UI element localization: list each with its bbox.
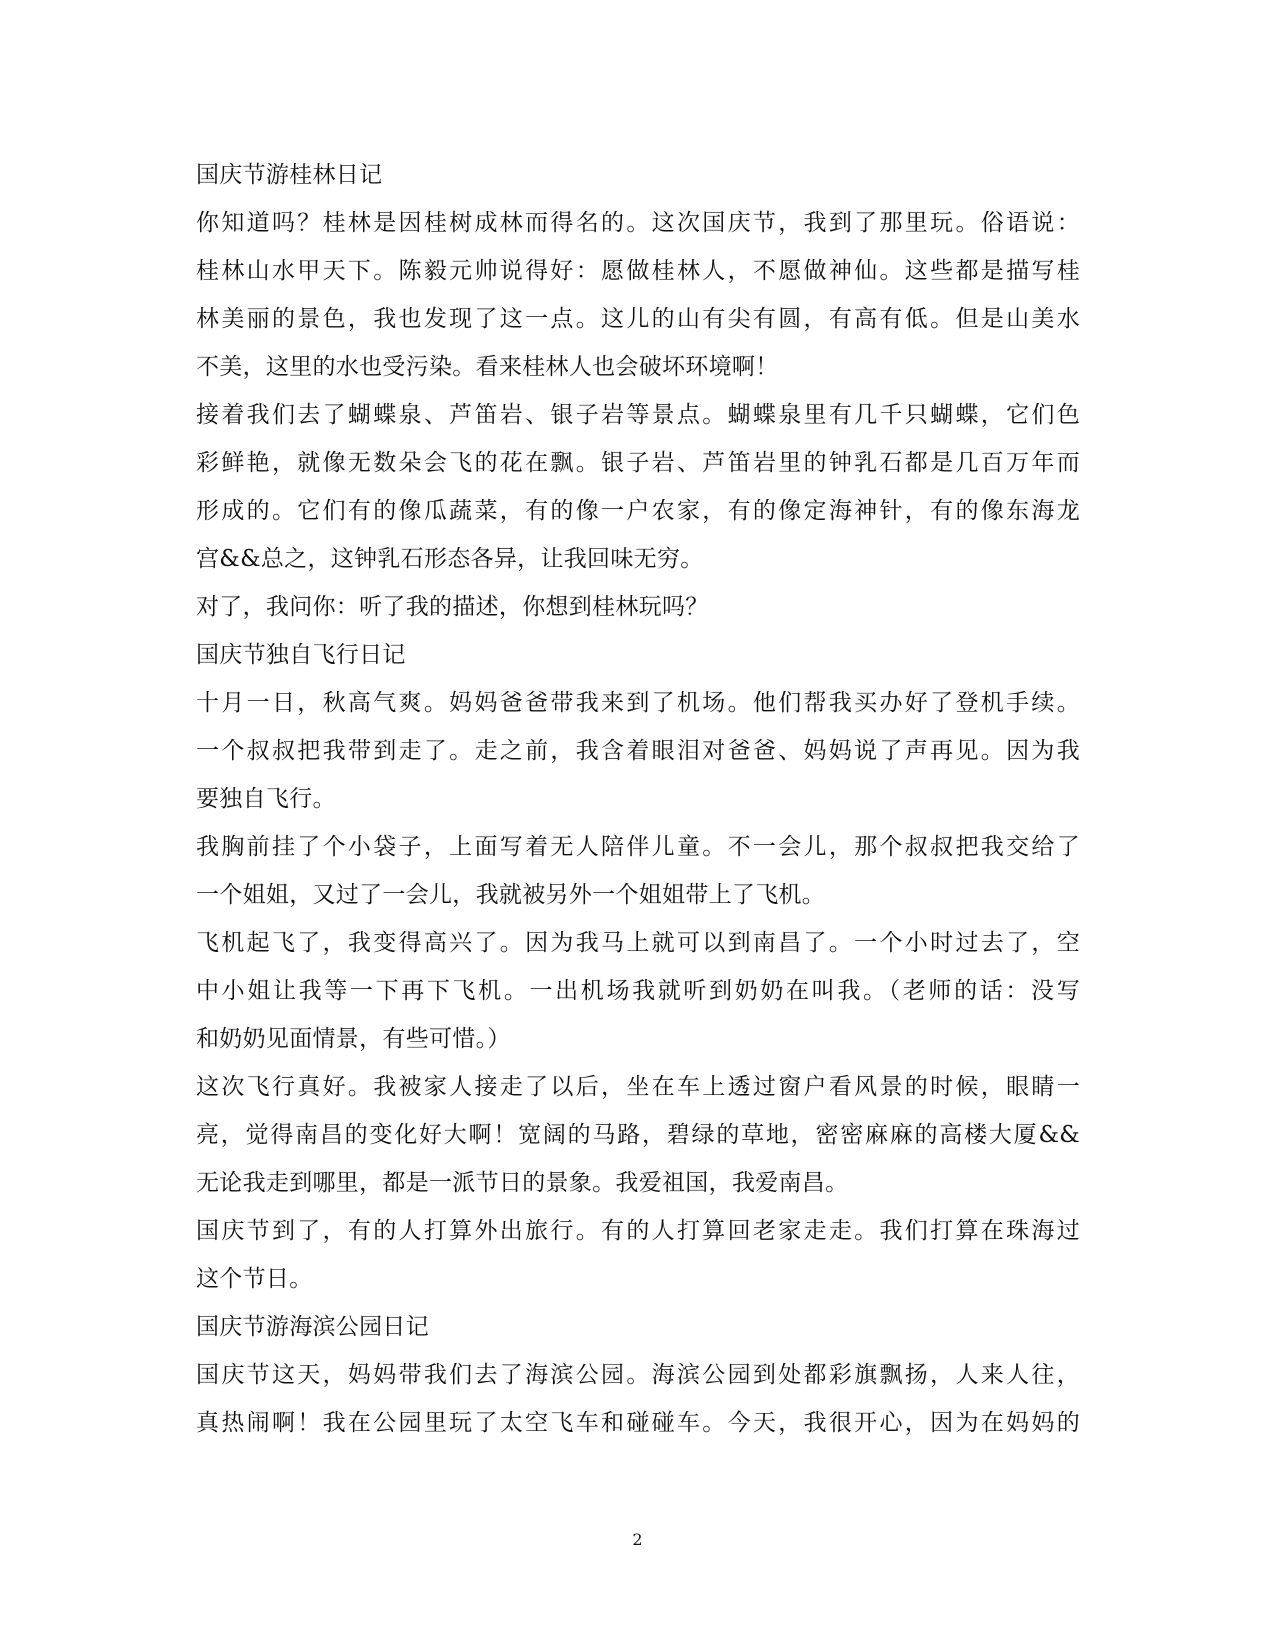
text-line: 真热闹啊！我在公园里玩了太空飞车和碰碰车。今天，我很开心，因为在妈妈的 [196,1410,1080,1436]
text-line: 彩鲜艳，就像无数朵会飞的花在飘。银子岩、芦笛岩里的钟乳石都是几百万年而 [196,450,1080,476]
text-line: 中小姐让我等一下再下飞机。一出机场我就听到奶奶在叫我。（老师的话：没写 [196,978,1080,1004]
diary-title-seaside-park: 国庆节游海滨公园日记 [196,1314,429,1340]
text-line: 飞机起飞了，我变得高兴了。因为我马上就可以到南昌了。一个小时过去了，空 [196,930,1080,956]
text-line: 亮，觉得南昌的变化好大啊！宽阔的马路，碧绿的草地，密密麻麻的高楼大厦&& [196,1122,1080,1148]
diary-title-guilin: 国庆节游桂林日记 [196,162,383,188]
text-line: 我胸前挂了个小袋子，上面写着无人陪伴儿童。不一会儿，那个叔叔把我交给了 [196,834,1080,860]
text-line: 宫&&总之，这钟乳石形态各异，让我回味无穷。 [196,546,704,572]
diary-title-flight: 国庆节独自飞行日记 [196,642,406,668]
text-line: 无论我走到哪里，都是一派节日的景象。我爱祖国，我爱南昌。 [196,1170,849,1196]
text-line: 你知道吗？桂林是因桂树成林而得名的。这次国庆节，我到了那里玩。俗语说： [196,210,1080,236]
text-line: 这个节日。 [196,1266,313,1292]
text-line: 接着我们去了蝴蝶泉、芦笛岩、银子岩等景点。蝴蝶泉里有几千只蝴蝶，它们色 [196,402,1080,428]
text-line: 要独自飞行。 [196,786,336,812]
text-line: 对了，我问你：听了我的描述，你想到桂林玩吗？ [196,594,709,620]
text-line: 十月一日，秋高气爽。妈妈爸爸带我来到了机场。他们帮我买办好了登机手续。 [196,690,1080,716]
document-body [196,151,1080,1447]
page-number: 2 [632,1530,643,1549]
text-line: 这次飞行真好。我被家人接走了以后，坐在车上透过窗户看风景的时候，眼睛一 [196,1074,1080,1100]
text-line: 形成的。它们有的像瓜蔬菜，有的像一户农家，有的像定海神针，有的像东海龙 [196,498,1080,524]
text-line: 林美丽的景色，我也发现了这一点。这儿的山有尖有圆，有高有低。但是山美水 [196,306,1080,332]
text-line: 不美，这里的水也受污染。看来桂林人也会破坏环境啊！ [196,354,779,380]
text-line: 和奶奶见面情景，有些可惜。） [196,1026,511,1052]
text-line: 一个叔叔把我带到走了。走之前，我含着眼泪对爸爸、妈妈说了声再见。因为我 [196,738,1080,764]
text-line: 桂林山水甲天下。陈毅元帅说得好：愿做桂林人，不愿做神仙。这些都是描写桂 [196,258,1080,284]
text-line: 国庆节这天，妈妈带我们去了海滨公园。海滨公园到处都彩旗飘扬，人来人往， [196,1362,1080,1388]
text-line: 一个姐姐，又过了一会儿，我就被另外一个姐姐带上了飞机。 [196,882,826,908]
text-line: 国庆节到了，有的人打算外出旅行。有的人打算回老家走走。我们打算在珠海过 [196,1218,1080,1244]
